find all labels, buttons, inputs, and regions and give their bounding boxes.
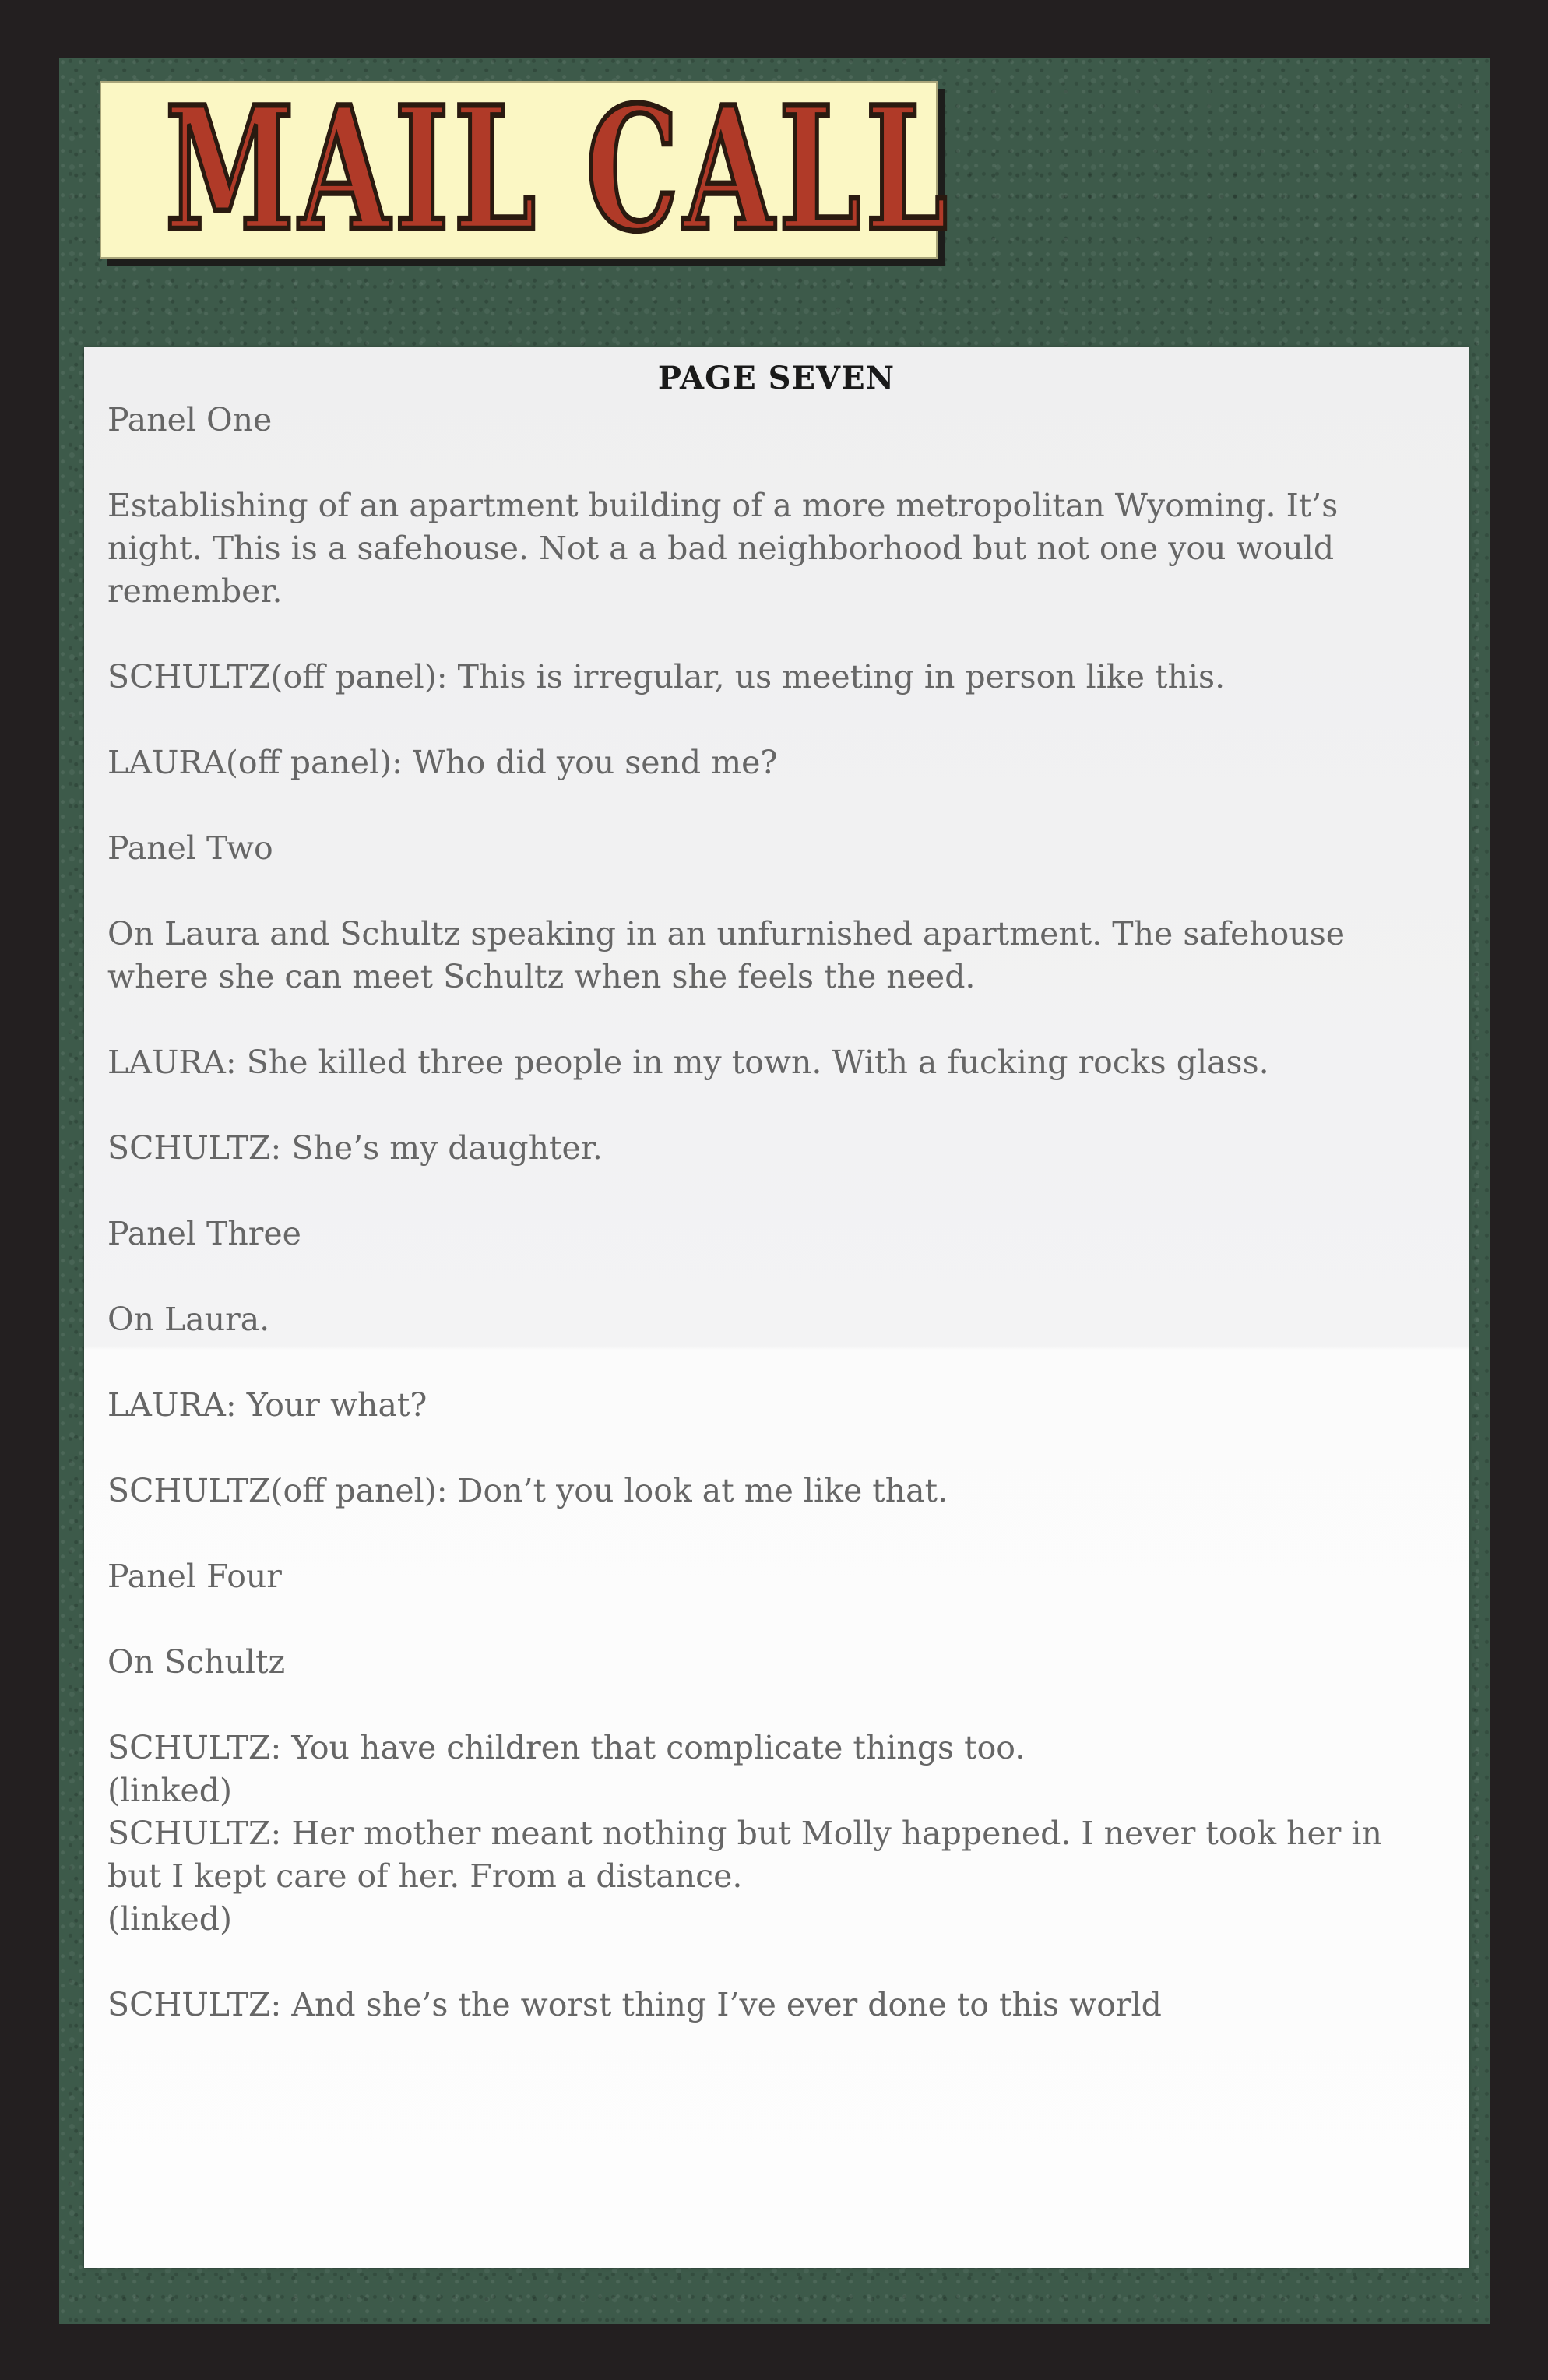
script-body [107, 399, 1462, 2026]
script-page [84, 347, 1469, 2268]
script-line: Panel Two [107, 829, 273, 867]
script-line: but I kept care of her. From a distance. [107, 1857, 743, 1895]
script-line [107, 1427, 1462, 1470]
script-line: SCHULTZ(off panel): Don’t you look at me like that. [107, 1472, 948, 1509]
script-line: SCHULTZ: She’s my daughter. [107, 1129, 603, 1167]
script-line: SCHULTZ: And she’s the worst thing I’ve ever done to this world [107, 1986, 1162, 2023]
script-line: On Laura. [107, 1301, 270, 1338]
script-line [107, 613, 1462, 656]
script-line [107, 699, 1462, 741]
script-line: Panel One [107, 401, 273, 438]
script-line: LAURA(off panel): Who did you send me? [107, 744, 778, 781]
script-line [107, 1255, 1462, 1298]
script-line: where she can meet Schultz when she feels the need. [107, 958, 976, 995]
script-line: Establishing of an apartment building of a more metropolitan Wyoming. It’s [107, 487, 1339, 524]
script-line: (linked) [107, 1900, 232, 1938]
script-line: remember. [107, 572, 283, 610]
script-line [107, 1598, 1462, 1641]
script-line: SCHULTZ: You have children that complicate things too. [107, 1729, 1026, 1766]
banner-title: MAIL CALL [165, 70, 952, 269]
script-line [107, 1941, 1462, 1984]
page-heading: PAGE SEVEN [657, 360, 895, 396]
script-line: (linked) [107, 1772, 232, 1809]
script-line: Panel Four [107, 1558, 282, 1595]
script-line: night. This is a safehouse. Not a a bad neighborhood but not one you would [107, 530, 1335, 567]
script-line: SCHULTZ: Her mother meant nothing but Molly happened. I never took her in [107, 1815, 1382, 1852]
script-line: LAURA: She killed three people in my town. With a fucking rocks glass. [107, 1044, 1269, 1081]
script-line [107, 442, 1462, 484]
script-line [107, 1084, 1462, 1127]
script-line [107, 870, 1462, 913]
script-line [107, 1512, 1462, 1555]
script-line: LAURA: Your what? [107, 1386, 427, 1424]
script-line [107, 1170, 1462, 1213]
script-line: On Schultz [107, 1643, 286, 1681]
script-line [107, 998, 1462, 1041]
script-line [107, 1684, 1462, 1727]
script-line: Panel Three [107, 1215, 301, 1252]
script-line: On Laura and Schultz speaking in an unfurnished apartment. The safehouse [107, 915, 1346, 952]
script-line [107, 784, 1462, 827]
script-line [107, 1341, 1462, 1384]
script-line: SCHULTZ(off panel): This is irregular, us meeting in person like this. [107, 658, 1226, 695]
mail-call-banner [100, 70, 952, 269]
